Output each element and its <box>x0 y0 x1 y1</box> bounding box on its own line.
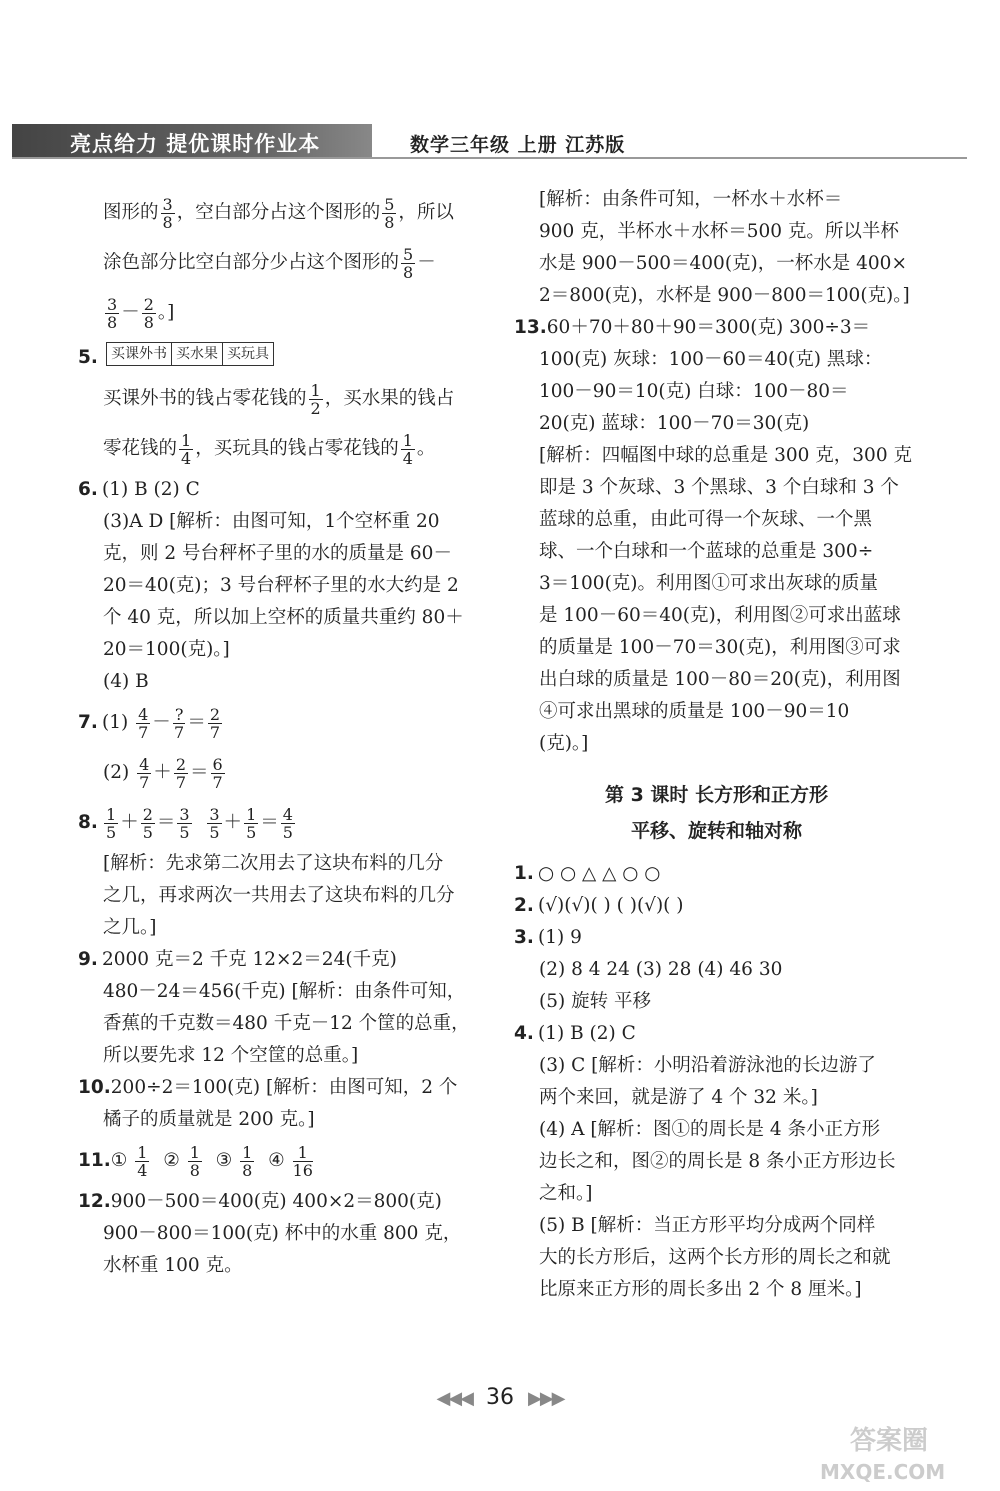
right-column <box>514 184 919 1306</box>
text-line: (2) $\frac{4}{7}$ ＋ $\frac{2}{7}$ ＝ $\frac{6}{7}$ <box>103 754 223 792</box>
text-line: [解析：由条件可知，一杯水＋水杯＝ <box>539 189 843 210</box>
section-title: 第 3 课时 长方形和正方形 <box>604 784 829 806</box>
question-6: 6. (1) B (2) C <box>78 479 200 500</box>
money-diagram <box>106 342 274 366</box>
text-line: 大的长方形后，这两个长方形的周长之和就 <box>539 1247 891 1268</box>
text-line: 球、一个白球和一个蓝球的总重是 300÷ <box>539 541 874 562</box>
page-number-bar <box>0 1385 1000 1410</box>
text-line: 480－24＝456(千克) [解析：由条件可知， <box>103 981 466 1002</box>
question-10: 10.200÷2＝100(克) [解析：由图可知，2 个 <box>78 1077 458 1098</box>
fraction: $\frac{5}{8}$ <box>403 244 414 282</box>
text-line: 20＝40(克)；3 号台秤杯子里的水大约是 2 <box>103 575 459 596</box>
question-5: 5. 买课外书 买水果 买玩具 <box>78 342 486 374</box>
text-line: 100(克) 灰球：100－60＝40(克) 黑球： <box>539 349 883 370</box>
text-line: 克，则 2 号台秤杯子里的水的质量是 60－ <box>103 543 452 564</box>
text-line: 水杯重 100 克。 <box>103 1255 243 1276</box>
text-line: 20＝100(克)。] <box>103 639 230 660</box>
answer-4: 4. (1) B (2) C <box>514 1023 636 1044</box>
question-11: 11.① $\frac{1}{4}$ ② $\frac{1}{8}$ ③ $\frac{1}{8}$ ④ $\frac{1}{16}$ <box>78 1142 313 1180</box>
text-line: 20(克) 蓝球：100－70＝30(克) <box>539 413 810 434</box>
text-line: 之几。] <box>103 917 157 938</box>
text-line: 涂色部分比空白部分少占这个图形的 $\frac{5}{8}$ － <box>103 244 436 282</box>
text-line: 之和。] <box>539 1183 593 1204</box>
text-line: 所以要先求 12 个空筐的总重。] <box>103 1045 359 1066</box>
fraction: $\frac{1}{4}$ <box>402 430 413 468</box>
text-line: 香蕉的千克数＝480 千克－12 个筐的总重， <box>103 1013 470 1034</box>
header-rule <box>12 157 967 159</box>
text-line: 出白球的质量是 100－80＝20(克)，利用图 <box>539 669 901 690</box>
box-fruit: 买水果 <box>172 343 223 366</box>
answer-2: 2. (√)(√)( ) ( )(√)( ) <box>514 895 684 916</box>
text-line: 两个来回，就是游了 4 个 32 米。] <box>539 1087 818 1108</box>
text-line: 100－90＝10(克) 白球：100－80＝ <box>539 381 849 402</box>
watermark-url: MXQE.COM <box>820 1460 946 1484</box>
page-number: 36 <box>486 1385 514 1410</box>
text-line: 个 40 克，所以加上空杯的质量共重约 80＋ <box>103 607 464 628</box>
text-line: 零花钱的 $\frac{1}{4}$ ，买玩具的钱占零花钱的 $\frac{1}{4}$ 。 <box>103 430 436 468</box>
text-line: 的质量是 100－70＝30(克)，利用图③可求 <box>539 637 901 658</box>
text-line: 即是 3 个灰球、3 个黑球、3 个白球和 3 个 <box>539 477 899 498</box>
text-line: 900－800＝100(克) 杯中的水重 800 克， <box>103 1223 462 1244</box>
text-line: 橘子的质量就是 200 克。] <box>103 1109 315 1130</box>
text-line: 蓝球的总重，由此可得一个灰球、一个黑 <box>539 509 873 530</box>
text-line: (克)。] <box>539 733 589 754</box>
question-8: 8. $\frac{1}{5}$ ＋ $\frac{2}{5}$ ＝ $\frac{3}{5}$ $\frac{3}{5}$ ＋ $\frac{1}{5}$ ＝ $\frac{4}{5}$ <box>78 804 293 842</box>
text-line: (4) B <box>103 671 149 692</box>
text-line: 是 100－60＝40(克)，利用图②可求出蓝球 <box>539 605 901 626</box>
question-7: 7. (1) $\frac{4}{7}$ － ? 7 ＝ $\frac{2}{7}$ <box>78 704 221 742</box>
text-line: (2) 8 4 24 (3) 28 (4) 46 30 <box>539 959 783 980</box>
fraction: $\frac{1}{2}$ <box>310 380 321 418</box>
fraction: $\frac{2}{8}$ <box>143 294 154 332</box>
answer-3: 3. (1) 9 <box>514 927 582 948</box>
text-line: (4) A [解析：图①的周长是 4 条小正方形 <box>539 1119 881 1140</box>
left-arrows-icon: ◀◀◀ <box>436 1388 472 1409</box>
text-line: (3) C [解析：小明沿着游泳池的长边游了 <box>539 1055 876 1076</box>
fraction: $\frac{3}{8}$ <box>162 194 173 232</box>
book-subtitle: 数学三年级 上册 江苏版 <box>410 134 626 156</box>
fraction: $\frac{3}{8}$ <box>107 294 118 332</box>
question-13: 13.60＋70＋80＋90＝300(克) 300÷3＝ <box>514 317 871 338</box>
text-line: (3)A D [解析：由图可知，1个空杯重 20 <box>103 511 440 532</box>
text-line: 比原来正方形的周长多出 2 个 8 厘米。] <box>539 1279 862 1300</box>
text-line: $\frac{3}{8}$ － $\frac{2}{8}$ 。] <box>107 294 175 332</box>
fraction: $\frac{5}{8}$ <box>384 194 395 232</box>
text-line: 边长之和，图②的周长是 8 条小正方形边长 <box>539 1151 896 1172</box>
text-line: (5) 旋转 平移 <box>539 991 651 1012</box>
text-line: 买课外书的钱占零花钱的 $\frac{1}{2}$ ，买水果的钱占 <box>103 380 455 418</box>
text-line: 之几，再求两次一共用去了这块布料的几分 <box>103 885 455 906</box>
text-line: [解析：四幅图中球的总重是 300 克，300 克 <box>539 445 912 466</box>
text-line: (5) B [解析：当正方形平均分成两个同样 <box>539 1215 876 1236</box>
text-line: 图形的 $\frac{3}{8}$ ，空白部分占这个图形的 $\frac{5}{8}$ ，所以 <box>103 194 454 232</box>
text-line: [解析：先求第二次用去了这块布料的几分 <box>103 853 444 874</box>
question-9: 9. 2000 克＝2 千克 12×2＝24(千克) <box>78 949 397 970</box>
book-title: 亮点给力 提优课时作业本 <box>70 132 321 156</box>
left-column <box>78 188 486 1282</box>
fraction: $\frac{1}{4}$ <box>181 430 192 468</box>
box-books: 买课外书 <box>107 343 172 366</box>
text-line: 水是 900－500＝400(克)，一杯水是 400× <box>539 253 907 274</box>
text-line: 900 克，半杯水＋水杯＝500 克。所以半杯 <box>539 221 899 242</box>
box-toys: 买玩具 <box>223 343 274 366</box>
text-line: 3＝100(克)。利用图①可求出灰球的质量 <box>539 573 879 594</box>
watermark-logo: 答案圈 <box>850 1426 929 1456</box>
right-arrows-icon: ▶▶▶ <box>528 1388 564 1409</box>
text-line: ④可求出黑球的质量是 100－90＝10 <box>539 701 850 722</box>
question-12: 12.900－500＝400(克) 400×2＝800(克) <box>78 1191 442 1212</box>
section-subtitle: 平移、旋转和轴对称 <box>630 820 802 842</box>
text-line: 2＝800(克)，水杯是 900－800＝100(克)。] <box>539 285 910 306</box>
answer-1: 1. ○ ○ △ △ ○ ○ <box>514 863 661 884</box>
